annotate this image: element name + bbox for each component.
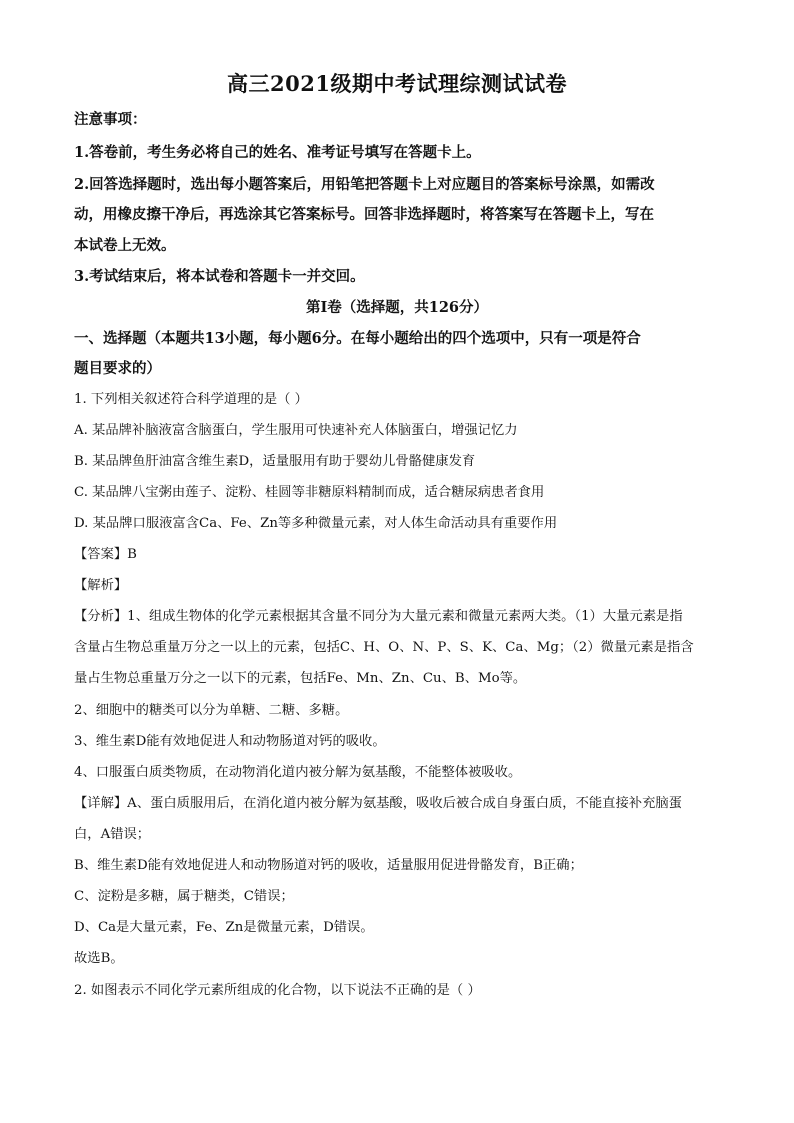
analysis-line-5: 3、维生素D能有效地促进人和动物肠道对钙的吸收。 <box>74 734 386 749</box>
section-intro-cont: 题目要求的） <box>74 360 161 377</box>
notice-item-2-cont: 动，用橡皮擦干净后，再选涂其它答案标号。回答非选择题时，将答案写在答题卡上，写在 <box>74 206 654 223</box>
notice-heading: 注意事项： <box>74 111 147 128</box>
analysis-line-3: 量占生物总重量万分之一以下的元素，包括Fe、Mn、Zn、Cu、B、Mo等。 <box>74 671 527 686</box>
question-1-option-c: C. 某品牌八宝粥由莲子、淀粉、桂圆等非糖原料精制而成，适合糖尿病患者食用 <box>74 485 545 500</box>
detail-line-1: 【详解】A、蛋白质服用后，在消化道内被分解为氨基酸，吸收后被合成自身蛋白质，不能直接补充脑蛋 <box>74 796 682 811</box>
notice-item-1: 1.答卷前，考生务必将自己的姓名、准考证号填写在答题卡上。 <box>74 144 481 161</box>
question-1-stem: 1. 下列相关叙述符合科学道理的是（ ） <box>74 392 308 407</box>
detail-line-2: 白，A错误； <box>74 827 151 842</box>
analysis-line-2: 含量占生物总重量万分之一以上的元素，包括C、H、O、N、P、S、K、Ca、Mg；（2）微量元素是指含 <box>74 640 694 655</box>
conclusion-line: 故选B。 <box>74 951 124 966</box>
analysis-line-1: 【分析】1、组成生物体的化学元素根据其含量不同分为大量元素和微量元素两大类。（1）大量元素是指 <box>74 609 683 624</box>
analysis-line-6: 4、口服蛋白质类物质，在动物消化道内被分解为氨基酸，不能整体被吸收。 <box>74 765 522 780</box>
exam-title: 高三2021级期中考试理综测试试卷 <box>227 71 567 96</box>
detail-line-5: D、Ca是大量元素，Fe、Zn是微量元素，D错误。 <box>74 920 374 935</box>
question-2-stem: 2. 如图表示不同化学元素所组成的化合物，以下说法不正确的是（ ） <box>74 983 481 998</box>
detail-line-4: C、淀粉是多糖，属于糖类，C错误； <box>74 889 294 904</box>
analysis-label: 【解析】 <box>74 578 128 593</box>
answer-label: 【答案】B <box>74 547 137 562</box>
section-intro: 一、选择题（本题共13小题，每小题6分。在每小题给出的四个选项中，只有一项是符合 <box>74 330 641 347</box>
detail-line-3: B、维生素D能有效地促进人和动物肠道对钙的吸收，适量服用促进骨骼发育，B正确； <box>74 858 583 873</box>
section-title: 第I卷（选择题，共126分） <box>305 299 489 316</box>
notice-item-3: 3.考试结束后，将本试卷和答题卡一并交回。 <box>74 268 365 285</box>
notice-item-2-end: 本试卷上无效。 <box>74 237 176 254</box>
question-1-option-b: B. 某品牌鱼肝油富含维生素D，适量服用有助于婴幼儿骨骼健康发育 <box>74 454 476 469</box>
analysis-line-4: 2、细胞中的糖类可以分为单糖、二糖、多糖。 <box>74 703 349 718</box>
notice-item-2: 2.回答选择题时，选出每小题答案后，用铅笔把答题卡上对应题目的答案标号涂黑，如需改 <box>74 176 655 193</box>
question-1-option-a: A. 某品牌补脑液富含脑蛋白，学生服用可快速补充人体脑蛋白，增强记忆力 <box>74 423 518 438</box>
question-1-option-d: D. 某品牌口服液富含Ca、Fe、Zn等多种微量元素，对人体生命活动具有重要作用 <box>74 516 558 531</box>
